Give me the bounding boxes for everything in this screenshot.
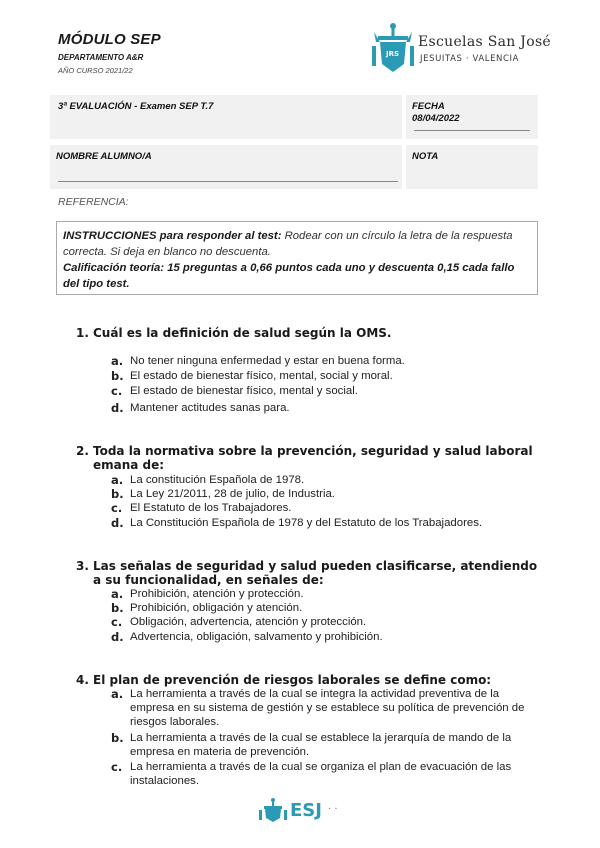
question-text: Las señalas de seguridad y salud pueden clasificarse, atendiendo a su funcionalidad, en señales de: [93, 559, 538, 587]
footer-crest-icon [258, 797, 288, 823]
option-text: El Estatuto de los Trabajadores. [130, 502, 292, 514]
crest-letters: JRS [386, 50, 400, 58]
question-number: 1. [76, 326, 89, 340]
option-text: La herramienta a través de la cual se establece la jerarquía de mando de la empresa en materia de prevención. [130, 732, 512, 758]
instructions-lead: INSTRUCCIONES para responder al test: [63, 230, 282, 242]
question-text: El plan de prevención de riesgos laborales se define como: [93, 673, 492, 687]
question-number: 3. [76, 559, 89, 573]
option-letter: c. [111, 760, 123, 774]
option-letter: c. [111, 501, 123, 515]
option-text: Advertencia, obligación, salvamento y prohibición. [130, 631, 383, 643]
option-letter: b. [111, 369, 124, 383]
option-text: La herramienta a través de la cual se integra la actividad preventiva de la empresa en su sistema de gestión y se establece su política de prevención de riesgos laborales. [130, 688, 525, 728]
reference-label: REFERENCIA: [58, 196, 129, 208]
option-text: No tener ninguna enfermedad y estar en buena forma. [130, 355, 405, 367]
footer-brand: ESJ [290, 800, 322, 821]
department-label: DEPARTAMENTO A&R [58, 53, 144, 62]
evaluation-title: 3ª EVALUACIÓN - Examen SEP T.7 [58, 101, 214, 112]
option-text: La herramienta a través de la cual se organiza el plan de evacuación de las instalaciones. [130, 761, 512, 787]
option-letter: c. [111, 384, 123, 398]
instructions-box [56, 221, 538, 295]
footer-logo [258, 797, 288, 823]
option-text: Mantener actitudes sanas para. [130, 402, 290, 414]
option-letter: c. [111, 615, 123, 629]
option-letter: d. [111, 516, 124, 530]
option-text: La Constitución Española de 1978 y del Estatuto de los Trabajadores. [130, 517, 483, 529]
option-letter: d. [111, 630, 124, 644]
footer-mark: · · [328, 804, 338, 815]
date-underline [414, 130, 530, 131]
option-letter: b. [111, 487, 124, 501]
student-name-field[interactable] [58, 181, 398, 182]
option-letter: a. [111, 354, 124, 368]
option-letter: a. [111, 473, 124, 487]
school-name: Escuelas San José [418, 34, 552, 50]
option-text: El estado de bienestar físico, mental y social. [130, 385, 358, 397]
course-year: AÑO CURSO 2021/22 [58, 66, 133, 75]
date-value: 08/04/2022 [412, 113, 460, 124]
question-number: 4. [76, 673, 89, 687]
school-subtitle: JESUITAS · VALENCIA [420, 54, 520, 64]
option-text: Obligación, advertencia, atención y protección. [130, 616, 367, 628]
question-text: Cuál es la definición de salud según la OMS. [93, 326, 392, 340]
question-number: 2. [76, 444, 89, 458]
option-text: La constitución Española de 1978. [130, 474, 305, 486]
school-crest-icon [370, 20, 416, 76]
grading-text: Calificación teoría: 15 preguntas a 0,66 puntos cada uno y descuenta 0,15 cada fallo del tipo test. [63, 262, 515, 290]
date-label: FECHA [412, 101, 445, 112]
option-letter: d. [111, 401, 124, 415]
option-text: Prohibición, obligación y atención. [130, 602, 303, 614]
option-letter: b. [111, 601, 124, 615]
option-text: Prohibición, atención y protección. [130, 588, 304, 600]
module-title: MÓDULO SEP [58, 31, 161, 48]
option-text: La Ley 21/2011, 28 de julio, de Industria. [130, 488, 335, 500]
grade-label: NOTA [412, 151, 439, 162]
option-letter: a. [111, 587, 124, 601]
student-name-label: NOMBRE ALUMNO/A [56, 151, 152, 162]
option-letter: b. [111, 731, 124, 745]
option-text: El estado de bienestar físico, mental, social y moral. [130, 370, 393, 382]
instructions-text: Rodear con un círculo la letra de la respuesta correcta. Si deja en blanco no descuenta. [63, 230, 513, 258]
question-text: Toda la normativa sobre la prevención, seguridad y salud laboral emana de: [93, 444, 533, 472]
option-letter: a. [111, 687, 124, 701]
